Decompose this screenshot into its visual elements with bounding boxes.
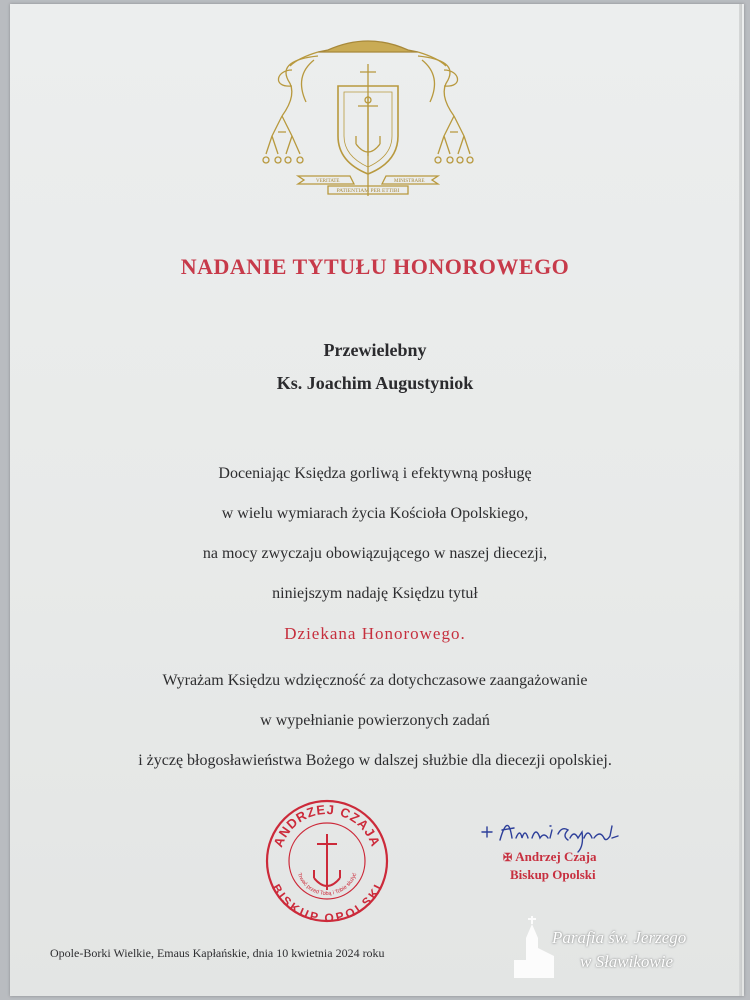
honor-title: Dziekana Honorowego. (284, 624, 466, 643)
signatory-name (503, 849, 596, 865)
seal-inner-text: Trwać przed Tobą i Tobie służyć (295, 872, 359, 898)
church-icon (512, 914, 556, 980)
recipient-name: Ks. Joachim Augustyniok (276, 373, 474, 393)
bishop-seal-stamp (264, 798, 390, 924)
watermark-line-2: w Sławikowie (580, 952, 674, 971)
body-line-1: Doceniając Księdza gorliwą i efektywną posługę (218, 465, 532, 482)
watermark-line-1: Parafia św. Jerzego (552, 928, 687, 947)
seal-bottom-text: BISKUP OPOLSKI (269, 881, 386, 924)
signatory-role: Biskup Opolski (510, 867, 596, 882)
recipient-honorific: Przewielebny (323, 340, 427, 360)
body-line-2: w wielu wymiarach życia Kościoła Opolskiego, (221, 505, 529, 522)
document-title: NADANIE TYTUŁU HONOROWEGO (180, 254, 570, 279)
closing-line-2: w wypełnianie powierzonych zadań (260, 712, 490, 729)
crest-scroll-left-text: VERITATE (316, 179, 340, 184)
cross-icon: ✠ (503, 852, 513, 864)
body-line-4: niniejszym nadaję Księdzu tytuł (272, 585, 478, 602)
closing-line-3: i życzę błogosławieństwa Bożego w dalszej służbie dla diecezji opolskiej. (138, 752, 612, 769)
parish-watermark (510, 912, 750, 982)
body-line-3: na mocy zwyczaju obowiązującego w naszej diecezji, (202, 545, 548, 562)
crest-motto: PATIENTIAM PER ETTIBI (336, 188, 400, 194)
place-and-date: Opole-Borki Wielkie, Emaus Kapłańskie, dnia 10 kwietnia 2024 roku (50, 946, 385, 960)
crest-scroll-right-text: MINISTRARE (394, 179, 425, 184)
bishop-coat-of-arms (258, 36, 478, 198)
closing-line-1: Wyrażam Księdzu wdzięczność za dotychczasowe zaangażowanie (162, 672, 588, 689)
sheet-edge (739, 4, 742, 996)
signatory-name-text: Andrzej Czaja (515, 849, 597, 864)
seal-top-text: ANDRZEJ CZAJA (270, 801, 384, 850)
